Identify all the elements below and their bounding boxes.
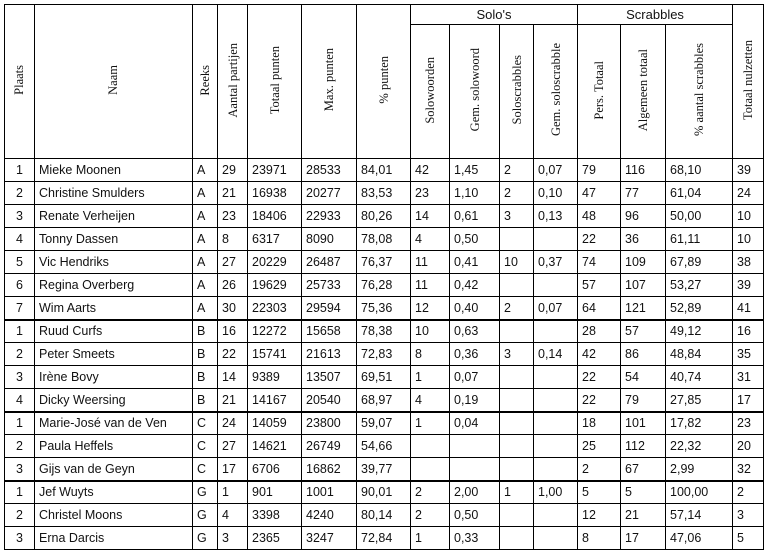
cell-totaal-punten: 6317 bbox=[248, 228, 302, 251]
cell-aantal-partijen: 29 bbox=[218, 159, 248, 182]
table-row bbox=[5, 159, 764, 182]
cell-pct-punten: 68,97 bbox=[357, 389, 411, 412]
cell-pct-punten: 72,83 bbox=[357, 343, 411, 366]
cell-solowoorden: 8 bbox=[411, 343, 450, 366]
cell-reeks: B bbox=[193, 320, 218, 343]
header-plaats: Plaats bbox=[5, 5, 35, 159]
cell-max-punten: 4240 bbox=[302, 504, 357, 527]
cell-reeks: C bbox=[193, 412, 218, 435]
cell-naam: Regina Overberg bbox=[35, 274, 193, 297]
cell-pct-punten: 59,07 bbox=[357, 412, 411, 435]
cell-algemeen-totaal: 36 bbox=[621, 228, 666, 251]
header-soloscrabbles: Soloscrabbles bbox=[500, 25, 534, 159]
cell-solowoorden: 11 bbox=[411, 274, 450, 297]
cell-plaats: 1 bbox=[5, 320, 35, 343]
cell-reeks: A bbox=[193, 159, 218, 182]
cell-max-punten: 28533 bbox=[302, 159, 357, 182]
cell-totaal-punten: 901 bbox=[248, 481, 302, 504]
group-header-scrabbles: Scrabbles bbox=[578, 5, 733, 25]
cell-plaats: 3 bbox=[5, 366, 35, 389]
cell-gem-soloscrabble: 0,10 bbox=[534, 182, 578, 205]
cell-totaal-punten: 18406 bbox=[248, 205, 302, 228]
cell-algemeen-totaal: 107 bbox=[621, 274, 666, 297]
cell-aantal-partijen: 26 bbox=[218, 274, 248, 297]
cell-pers-totaal: 22 bbox=[578, 228, 621, 251]
table-body bbox=[5, 159, 764, 550]
cell-pct-scrabbles: 61,04 bbox=[666, 182, 733, 205]
cell-solowoorden: 23 bbox=[411, 182, 450, 205]
header-gem-soloscrabble: Gem. soloscrabble bbox=[534, 25, 578, 159]
cell-gem-soloscrabble: 0,07 bbox=[534, 297, 578, 320]
cell-solowoorden: 12 bbox=[411, 297, 450, 320]
cell-naam: Jef Wuyts bbox=[35, 481, 193, 504]
cell-pers-totaal: 18 bbox=[578, 412, 621, 435]
cell-soloscrabbles bbox=[500, 320, 534, 343]
cell-gem-soloscrabble: 0,14 bbox=[534, 343, 578, 366]
cell-aantal-partijen: 3 bbox=[218, 527, 248, 550]
ranking-table bbox=[4, 4, 764, 550]
cell-totaal-nulzetten: 24 bbox=[733, 182, 764, 205]
header-algemeen-totaal: Algemeen totaal bbox=[621, 25, 666, 159]
cell-gem-solowoord: 2,00 bbox=[450, 481, 500, 504]
cell-totaal-nulzetten: 16 bbox=[733, 320, 764, 343]
table-row bbox=[5, 182, 764, 205]
cell-pct-punten: 83,53 bbox=[357, 182, 411, 205]
cell-gem-solowoord: 1,45 bbox=[450, 159, 500, 182]
cell-pct-scrabbles: 52,89 bbox=[666, 297, 733, 320]
cell-pct-scrabbles: 57,14 bbox=[666, 504, 733, 527]
cell-totaal-punten: 14621 bbox=[248, 435, 302, 458]
header-aantal-partijen: Aantal partijen bbox=[218, 5, 248, 159]
cell-aantal-partijen: 1 bbox=[218, 481, 248, 504]
cell-pct-punten: 80,14 bbox=[357, 504, 411, 527]
header-totaal-nulzetten: Totaal nulzetten bbox=[733, 5, 764, 159]
cell-reeks: A bbox=[193, 182, 218, 205]
cell-pers-totaal: 22 bbox=[578, 366, 621, 389]
cell-totaal-punten: 23971 bbox=[248, 159, 302, 182]
cell-gem-solowoord: 0,04 bbox=[450, 412, 500, 435]
cell-naam: Renate Verheijen bbox=[35, 205, 193, 228]
cell-totaal-nulzetten: 3 bbox=[733, 504, 764, 527]
cell-aantal-partijen: 22 bbox=[218, 343, 248, 366]
cell-max-punten: 26749 bbox=[302, 435, 357, 458]
cell-algemeen-totaal: 54 bbox=[621, 366, 666, 389]
table-row bbox=[5, 228, 764, 251]
cell-algemeen-totaal: 96 bbox=[621, 205, 666, 228]
cell-soloscrabbles bbox=[500, 412, 534, 435]
cell-aantal-partijen: 23 bbox=[218, 205, 248, 228]
header-solowoorden: Solowoorden bbox=[411, 25, 450, 159]
cell-plaats: 2 bbox=[5, 504, 35, 527]
cell-totaal-punten: 12272 bbox=[248, 320, 302, 343]
table-row bbox=[5, 274, 764, 297]
header-reeks: Reeks bbox=[193, 5, 218, 159]
cell-gem-solowoord bbox=[450, 458, 500, 481]
cell-naam: Irène Bovy bbox=[35, 366, 193, 389]
cell-gem-solowoord: 0,50 bbox=[450, 228, 500, 251]
cell-totaal-nulzetten: 39 bbox=[733, 159, 764, 182]
cell-totaal-nulzetten: 35 bbox=[733, 343, 764, 366]
cell-gem-soloscrabble: 1,00 bbox=[534, 481, 578, 504]
cell-pct-scrabbles: 2,99 bbox=[666, 458, 733, 481]
cell-pers-totaal: 25 bbox=[578, 435, 621, 458]
cell-gem-soloscrabble bbox=[534, 504, 578, 527]
table-row bbox=[5, 320, 764, 343]
cell-soloscrabbles bbox=[500, 504, 534, 527]
cell-algemeen-totaal: 67 bbox=[621, 458, 666, 481]
cell-pct-punten: 76,28 bbox=[357, 274, 411, 297]
header-pers-totaal: Pers. Totaal bbox=[578, 25, 621, 159]
cell-totaal-nulzetten: 10 bbox=[733, 228, 764, 251]
cell-algemeen-totaal: 116 bbox=[621, 159, 666, 182]
cell-gem-soloscrabble bbox=[534, 412, 578, 435]
cell-algemeen-totaal: 17 bbox=[621, 527, 666, 550]
header-max-punten: Max. punten bbox=[302, 5, 357, 159]
cell-reeks: C bbox=[193, 435, 218, 458]
table-row bbox=[5, 504, 764, 527]
cell-totaal-nulzetten: 10 bbox=[733, 205, 764, 228]
cell-aantal-partijen: 4 bbox=[218, 504, 248, 527]
cell-totaal-nulzetten: 5 bbox=[733, 527, 764, 550]
header-pct-punten: % punten bbox=[357, 5, 411, 159]
cell-pct-punten: 75,36 bbox=[357, 297, 411, 320]
cell-gem-solowoord: 0,41 bbox=[450, 251, 500, 274]
cell-pers-totaal: 12 bbox=[578, 504, 621, 527]
cell-reeks: A bbox=[193, 205, 218, 228]
cell-naam: Christine Smulders bbox=[35, 182, 193, 205]
cell-pct-punten: 78,38 bbox=[357, 320, 411, 343]
cell-reeks: G bbox=[193, 527, 218, 550]
cell-plaats: 2 bbox=[5, 182, 35, 205]
cell-totaal-nulzetten: 23 bbox=[733, 412, 764, 435]
cell-totaal-nulzetten: 20 bbox=[733, 435, 764, 458]
cell-soloscrabbles bbox=[500, 274, 534, 297]
cell-plaats: 6 bbox=[5, 274, 35, 297]
cell-soloscrabbles bbox=[500, 389, 534, 412]
cell-max-punten: 21613 bbox=[302, 343, 357, 366]
cell-reeks: B bbox=[193, 343, 218, 366]
header-naam: Naam bbox=[35, 5, 193, 159]
cell-pct-scrabbles: 47,06 bbox=[666, 527, 733, 550]
cell-totaal-nulzetten: 41 bbox=[733, 297, 764, 320]
cell-solowoorden: 11 bbox=[411, 251, 450, 274]
cell-pct-scrabbles: 40,74 bbox=[666, 366, 733, 389]
cell-pers-totaal: 5 bbox=[578, 481, 621, 504]
cell-pct-scrabbles: 100,00 bbox=[666, 481, 733, 504]
cell-pct-scrabbles: 48,84 bbox=[666, 343, 733, 366]
cell-solowoorden: 1 bbox=[411, 366, 450, 389]
cell-totaal-nulzetten: 31 bbox=[733, 366, 764, 389]
cell-solowoorden: 10 bbox=[411, 320, 450, 343]
cell-algemeen-totaal: 101 bbox=[621, 412, 666, 435]
cell-totaal-punten: 14167 bbox=[248, 389, 302, 412]
cell-pct-scrabbles: 68,10 bbox=[666, 159, 733, 182]
cell-plaats: 3 bbox=[5, 205, 35, 228]
cell-solowoorden: 2 bbox=[411, 504, 450, 527]
cell-gem-solowoord: 0,63 bbox=[450, 320, 500, 343]
cell-algemeen-totaal: 77 bbox=[621, 182, 666, 205]
cell-algemeen-totaal: 86 bbox=[621, 343, 666, 366]
cell-plaats: 2 bbox=[5, 343, 35, 366]
cell-pct-scrabbles: 17,82 bbox=[666, 412, 733, 435]
cell-reeks: A bbox=[193, 228, 218, 251]
cell-solowoorden: 1 bbox=[411, 412, 450, 435]
cell-max-punten: 16862 bbox=[302, 458, 357, 481]
cell-gem-soloscrabble bbox=[534, 435, 578, 458]
cell-totaal-nulzetten: 17 bbox=[733, 389, 764, 412]
cell-solowoorden: 4 bbox=[411, 389, 450, 412]
cell-solowoorden: 2 bbox=[411, 481, 450, 504]
cell-pers-totaal: 64 bbox=[578, 297, 621, 320]
cell-gem-solowoord: 0,61 bbox=[450, 205, 500, 228]
cell-totaal-punten: 9389 bbox=[248, 366, 302, 389]
cell-aantal-partijen: 21 bbox=[218, 389, 248, 412]
cell-plaats: 1 bbox=[5, 412, 35, 435]
cell-pers-totaal: 28 bbox=[578, 320, 621, 343]
table-row bbox=[5, 205, 764, 228]
cell-max-punten: 1001 bbox=[302, 481, 357, 504]
cell-pct-punten: 84,01 bbox=[357, 159, 411, 182]
cell-naam: Wim Aarts bbox=[35, 297, 193, 320]
cell-pct-scrabbles: 50,00 bbox=[666, 205, 733, 228]
cell-pct-punten: 39,77 bbox=[357, 458, 411, 481]
cell-naam: Peter Smeets bbox=[35, 343, 193, 366]
table-row bbox=[5, 481, 764, 504]
cell-totaal-punten: 22303 bbox=[248, 297, 302, 320]
cell-naam: Dicky Weersing bbox=[35, 389, 193, 412]
cell-pers-totaal: 57 bbox=[578, 274, 621, 297]
cell-plaats: 7 bbox=[5, 297, 35, 320]
cell-pct-scrabbles: 61,11 bbox=[666, 228, 733, 251]
header-pct-scrabbles: % aantal scrabbles bbox=[666, 25, 733, 159]
cell-reeks: A bbox=[193, 251, 218, 274]
cell-plaats: 4 bbox=[5, 389, 35, 412]
cell-solowoorden bbox=[411, 458, 450, 481]
cell-aantal-partijen: 21 bbox=[218, 182, 248, 205]
cell-solowoorden bbox=[411, 435, 450, 458]
cell-soloscrabbles bbox=[500, 228, 534, 251]
cell-pers-totaal: 42 bbox=[578, 343, 621, 366]
cell-algemeen-totaal: 112 bbox=[621, 435, 666, 458]
cell-naam: Mieke Moonen bbox=[35, 159, 193, 182]
cell-solowoorden: 42 bbox=[411, 159, 450, 182]
cell-solowoorden: 1 bbox=[411, 527, 450, 550]
cell-algemeen-totaal: 5 bbox=[621, 481, 666, 504]
cell-max-punten: 29594 bbox=[302, 297, 357, 320]
cell-pers-totaal: 48 bbox=[578, 205, 621, 228]
cell-soloscrabbles bbox=[500, 366, 534, 389]
cell-totaal-punten: 2365 bbox=[248, 527, 302, 550]
cell-reeks: B bbox=[193, 366, 218, 389]
cell-totaal-nulzetten: 2 bbox=[733, 481, 764, 504]
cell-gem-soloscrabble bbox=[534, 458, 578, 481]
cell-totaal-punten: 19629 bbox=[248, 274, 302, 297]
cell-totaal-nulzetten: 38 bbox=[733, 251, 764, 274]
cell-solowoorden: 14 bbox=[411, 205, 450, 228]
cell-soloscrabbles bbox=[500, 527, 534, 550]
cell-max-punten: 20277 bbox=[302, 182, 357, 205]
cell-pers-totaal: 8 bbox=[578, 527, 621, 550]
header-totaal-punten: Totaal punten bbox=[248, 5, 302, 159]
cell-gem-solowoord: 0,42 bbox=[450, 274, 500, 297]
cell-gem-soloscrabble: 0,07 bbox=[534, 159, 578, 182]
cell-reeks: G bbox=[193, 481, 218, 504]
cell-naam: Erna Darcis bbox=[35, 527, 193, 550]
table-row bbox=[5, 458, 764, 481]
cell-naam: Gijs van de Geyn bbox=[35, 458, 193, 481]
cell-gem-solowoord: 0,50 bbox=[450, 504, 500, 527]
cell-pers-totaal: 47 bbox=[578, 182, 621, 205]
cell-pers-totaal: 22 bbox=[578, 389, 621, 412]
table-row bbox=[5, 251, 764, 274]
cell-max-punten: 23800 bbox=[302, 412, 357, 435]
cell-pct-scrabbles: 27,85 bbox=[666, 389, 733, 412]
cell-soloscrabbles bbox=[500, 435, 534, 458]
cell-gem-soloscrabble bbox=[534, 366, 578, 389]
cell-max-punten: 13507 bbox=[302, 366, 357, 389]
cell-reeks: G bbox=[193, 504, 218, 527]
cell-pct-punten: 72,84 bbox=[357, 527, 411, 550]
cell-plaats: 1 bbox=[5, 159, 35, 182]
cell-max-punten: 20540 bbox=[302, 389, 357, 412]
cell-algemeen-totaal: 57 bbox=[621, 320, 666, 343]
table-row bbox=[5, 435, 764, 458]
cell-max-punten: 26487 bbox=[302, 251, 357, 274]
cell-gem-solowoord: 0,36 bbox=[450, 343, 500, 366]
cell-pct-scrabbles: 53,27 bbox=[666, 274, 733, 297]
cell-gem-soloscrabble bbox=[534, 228, 578, 251]
table-row bbox=[5, 366, 764, 389]
cell-aantal-partijen: 8 bbox=[218, 228, 248, 251]
cell-plaats: 5 bbox=[5, 251, 35, 274]
cell-gem-solowoord: 0,33 bbox=[450, 527, 500, 550]
table-row bbox=[5, 527, 764, 550]
cell-totaal-punten: 3398 bbox=[248, 504, 302, 527]
cell-algemeen-totaal: 21 bbox=[621, 504, 666, 527]
cell-aantal-partijen: 14 bbox=[218, 366, 248, 389]
cell-aantal-partijen: 16 bbox=[218, 320, 248, 343]
cell-pct-scrabbles: 49,12 bbox=[666, 320, 733, 343]
cell-naam: Marie-José van de Ven bbox=[35, 412, 193, 435]
table-row bbox=[5, 297, 764, 320]
cell-pers-totaal: 74 bbox=[578, 251, 621, 274]
cell-naam: Vic Hendriks bbox=[35, 251, 193, 274]
cell-pct-punten: 76,37 bbox=[357, 251, 411, 274]
cell-pct-punten: 78,08 bbox=[357, 228, 411, 251]
cell-plaats: 4 bbox=[5, 228, 35, 251]
cell-aantal-partijen: 27 bbox=[218, 435, 248, 458]
cell-pct-scrabbles: 22,32 bbox=[666, 435, 733, 458]
cell-totaal-punten: 15741 bbox=[248, 343, 302, 366]
cell-plaats: 2 bbox=[5, 435, 35, 458]
cell-gem-solowoord bbox=[450, 435, 500, 458]
cell-soloscrabbles: 3 bbox=[500, 205, 534, 228]
cell-aantal-partijen: 17 bbox=[218, 458, 248, 481]
cell-plaats: 3 bbox=[5, 458, 35, 481]
cell-soloscrabbles: 3 bbox=[500, 343, 534, 366]
cell-pct-scrabbles: 67,89 bbox=[666, 251, 733, 274]
cell-naam: Ruud Curfs bbox=[35, 320, 193, 343]
cell-algemeen-totaal: 121 bbox=[621, 297, 666, 320]
cell-gem-soloscrabble bbox=[534, 527, 578, 550]
cell-gem-soloscrabble: 0,13 bbox=[534, 205, 578, 228]
cell-gem-solowoord: 0,40 bbox=[450, 297, 500, 320]
cell-totaal-nulzetten: 32 bbox=[733, 458, 764, 481]
cell-totaal-punten: 6706 bbox=[248, 458, 302, 481]
cell-max-punten: 22933 bbox=[302, 205, 357, 228]
cell-max-punten: 25733 bbox=[302, 274, 357, 297]
group-header-solos: Solo's bbox=[411, 5, 578, 25]
cell-totaal-punten: 16938 bbox=[248, 182, 302, 205]
cell-gem-soloscrabble bbox=[534, 274, 578, 297]
cell-soloscrabbles: 2 bbox=[500, 159, 534, 182]
cell-gem-soloscrabble bbox=[534, 389, 578, 412]
cell-soloscrabbles: 10 bbox=[500, 251, 534, 274]
cell-gem-solowoord: 1,10 bbox=[450, 182, 500, 205]
cell-plaats: 1 bbox=[5, 481, 35, 504]
cell-naam: Paula Heffels bbox=[35, 435, 193, 458]
cell-aantal-partijen: 27 bbox=[218, 251, 248, 274]
cell-reeks: B bbox=[193, 389, 218, 412]
cell-naam: Tonny Dassen bbox=[35, 228, 193, 251]
cell-pct-punten: 54,66 bbox=[357, 435, 411, 458]
table-row bbox=[5, 343, 764, 366]
table-row bbox=[5, 412, 764, 435]
cell-totaal-punten: 20229 bbox=[248, 251, 302, 274]
cell-pct-punten: 90,01 bbox=[357, 481, 411, 504]
cell-aantal-partijen: 24 bbox=[218, 412, 248, 435]
cell-soloscrabbles bbox=[500, 458, 534, 481]
cell-soloscrabbles: 2 bbox=[500, 182, 534, 205]
cell-pct-punten: 80,26 bbox=[357, 205, 411, 228]
cell-soloscrabbles: 2 bbox=[500, 297, 534, 320]
cell-reeks: A bbox=[193, 274, 218, 297]
cell-max-punten: 15658 bbox=[302, 320, 357, 343]
cell-reeks: C bbox=[193, 458, 218, 481]
table-row bbox=[5, 389, 764, 412]
cell-gem-soloscrabble bbox=[534, 320, 578, 343]
cell-max-punten: 8090 bbox=[302, 228, 357, 251]
cell-gem-solowoord: 0,19 bbox=[450, 389, 500, 412]
cell-algemeen-totaal: 79 bbox=[621, 389, 666, 412]
cell-gem-solowoord: 0,07 bbox=[450, 366, 500, 389]
cell-max-punten: 3247 bbox=[302, 527, 357, 550]
header-gem-solowoord: Gem. solowoord bbox=[450, 25, 500, 159]
cell-totaal-nulzetten: 39 bbox=[733, 274, 764, 297]
cell-solowoorden: 4 bbox=[411, 228, 450, 251]
cell-pers-totaal: 2 bbox=[578, 458, 621, 481]
cell-pers-totaal: 79 bbox=[578, 159, 621, 182]
cell-naam: Christel Moons bbox=[35, 504, 193, 527]
cell-plaats: 3 bbox=[5, 527, 35, 550]
cell-totaal-punten: 14059 bbox=[248, 412, 302, 435]
cell-reeks: A bbox=[193, 297, 218, 320]
cell-pct-punten: 69,51 bbox=[357, 366, 411, 389]
cell-algemeen-totaal: 109 bbox=[621, 251, 666, 274]
cell-gem-soloscrabble: 0,37 bbox=[534, 251, 578, 274]
cell-aantal-partijen: 30 bbox=[218, 297, 248, 320]
cell-soloscrabbles: 1 bbox=[500, 481, 534, 504]
